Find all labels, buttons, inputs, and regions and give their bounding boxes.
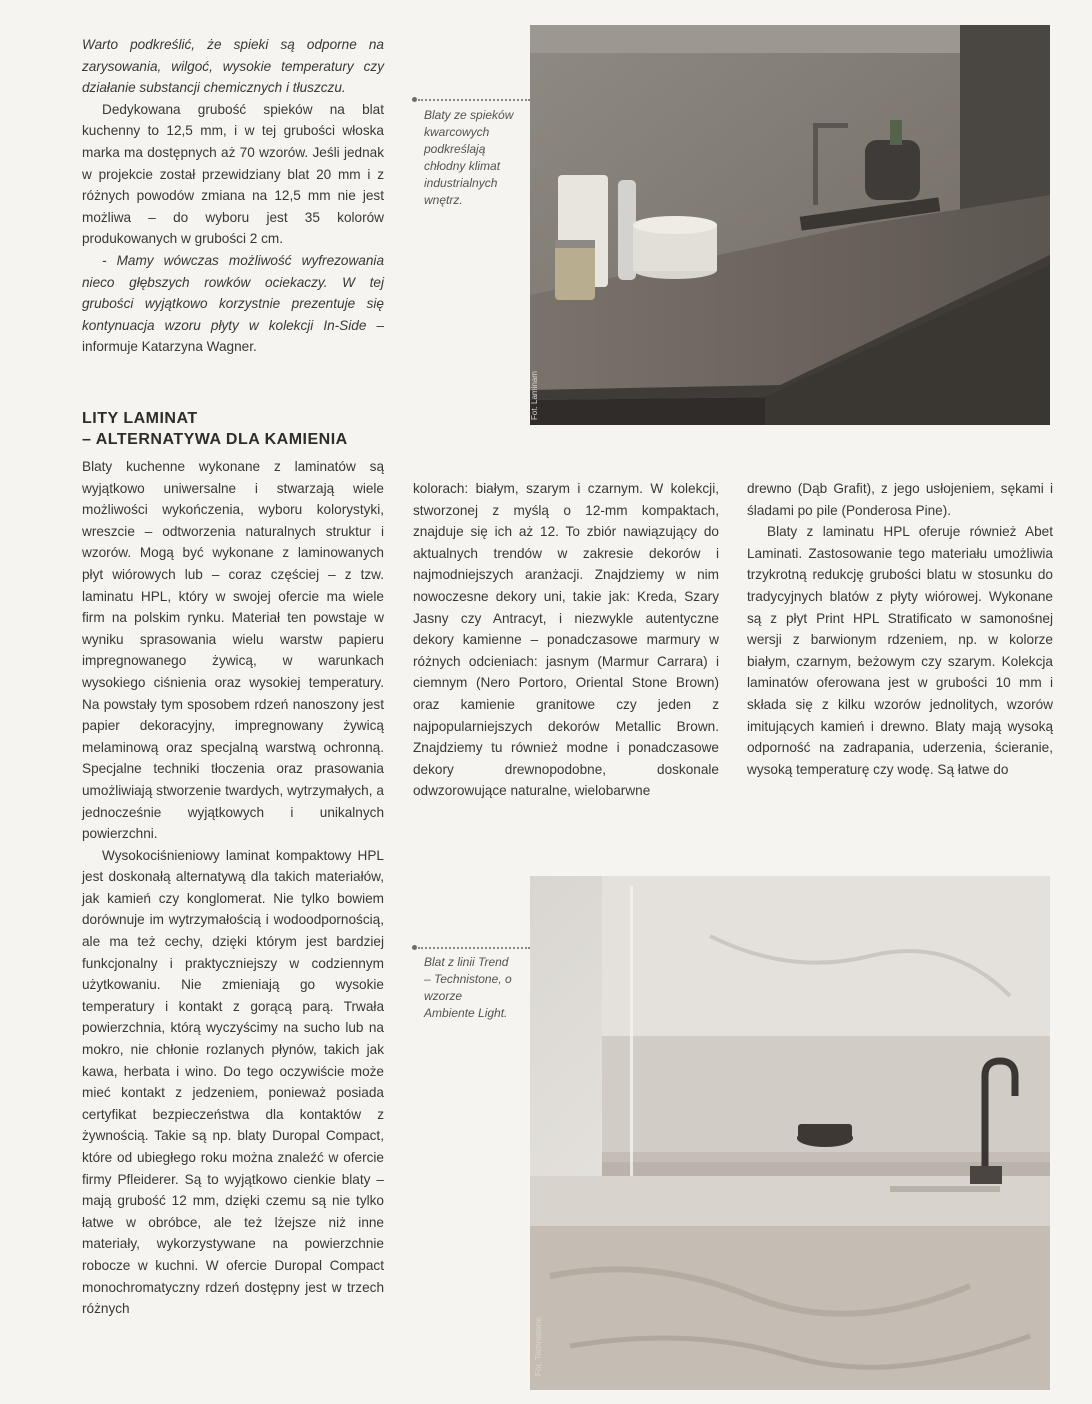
section-column-3-para1: drewno (Dąb Grafit), z jego usłojeniem, sękami i śladami po pile (Ponderosa Pine). (747, 481, 1053, 518)
section-column-2-text: kolorach: białym, szarym i czarnym. W kolekcji, stworzonej z myślą o 12-mm kompaktach, znajduje się ich aż 12. To zbiór nawiązujący do aktualnych trendów w zakresie dekorów i najmodniejszych aranżacji. Znajdziemy w nim nowoczesne dekory uni, takie jak: Kreda, Szary Jasny czy Antracyt, i niezwykle autentyczne dekory kamienne – ponadczasowe marmury w różnych odcieniach: jasnym (Marmur Carrara) i ciemnym (Nero Portoro, Oriental Stone Brown) oraz kamienie granitowe czy jeden z najpopularniejszych dekorów Metallic Brown. Znajdziemy tu również modne i ponadczasowe dekory drewnopodobne, doskonale odwzorowujące naturalne, wielobarwne (413, 481, 719, 799)
caption-pointer-dot-2 (412, 945, 417, 950)
caption-pointer-line-2 (418, 947, 530, 949)
section-column-1 (82, 456, 384, 1320)
section-column-2 (413, 478, 719, 802)
section-column-3 (747, 478, 1053, 780)
section-heading-line2: – ALTERNATYWA DLA KAMIENIA (82, 431, 348, 448)
section-heading (82, 408, 384, 450)
photo-credit-bottom: Fot. Technistone (534, 1317, 543, 1376)
kitchen-photo-top-image (530, 25, 1050, 425)
section-paragraph-2: Wysokociśnieniowy laminat kompaktowy HPL jest doskonałą alternatywą dla takich materiałów, jak kamień czy konglomerat. Nie tylko bowiem dorównuje im wytrzymałością i wodoodpornością, ale ma też cechy, dzięki którym jest bardziej funkcjonalny i praktyczniejszy w codziennym użytkowaniu. Nie zmieniają go wysokie temperatury i kontakt z gorącą parą. Trwała powierzchnia, którą wyczyścimy na sucho lub na mokro, nie chłonie rozlanych płynów, takich jak kawa, herbata i wino. Do tego oczywiście może mieć kontakt z jedzeniem, ponieważ posiada certyfikat bezpieczeństwa dla kontaktów z żywnością. Takie są np. blaty Duropal Compact, które od ubiegłego roku można znaleźć w ofercie firmy Pfleiderer. Są to wyjątkowo cienkie blaty – mają grubość 12 mm, dzięki czemu są nie tylko łatwe w obróbce, ale też lżejsze niż inne materiały, wykorzystywane na powierzchnie robocze w kuchni. W ofercie Duropal Compact monochromatyczny rdzeń dostępny jest w trzech różnych (82, 847, 384, 1317)
caption-pointer-dot (412, 97, 417, 102)
wagner-quote: - Mamy wówczas możliwość wyfrezowania nieco głębszych rowków ociekaczy. W tej grubości wyjątkowo korzystnie prezentuje się kontynuacja wzoru płyty w kolekcji In-Side (82, 252, 384, 333)
intro-block (82, 34, 384, 358)
intro-paragraph: Dedykowana grubość spieków na blat kuchenny to 12,5 mm, i w tej grubości włoska marka ma dostępnych aż 70 wzorów. Jeśli jednak w projekcie został przewidziany blat 20 mm i z różnych powodów zmiana na 12,5 mm nie jest możliwa – do wyboru jest 35 kolorów produkowanych w grubości 2 cm. (82, 101, 384, 247)
section-paragraph-1: Blaty kuchenne wykonane z laminatów są wyjątkowo uniwersalne i stwarzają wiele możliwości wykończenia, wyboru kolorystyki, wreszcie – odtworzenia naturalnych struktur i wzorów. Mogą być wykonane z laminowanych płyt wiórowych lub – coraz częściej – z tzw. laminatu HPL, który w swojej ofercie ma wiele firm na polskim rynku. Materiał ten powstaje w wyniku sprasowania wielu warstw papieru impregnowanego żywicą, w warunkach wysokiego ciśnienia oraz wysokiej temperatury. Na powstały tym sposobem rdzeń nanoszony jest papier dekoracyjny, impregnowany żywicą melaminową oraz specjalną warstwą ochronną. Specjalne techniki tłoczenia oraz prasowania umożliwiają stworzenie twardych, wytrzymałych, a jednocześnie wyjątkowych i unikalnych powierzchni. (82, 459, 384, 842)
kitchen-photo-bottom-image (530, 876, 1050, 1390)
kitchen-photo-top (530, 25, 1050, 425)
kitchen-photo-bottom (530, 876, 1050, 1390)
photo-credit-top: Fot. Laminam (530, 371, 539, 420)
photo-caption-bottom: Blat z linii Trend – Technistone, o wzorze Ambiente Light. (424, 955, 512, 1020)
section-column-3-para2: Blaty z laminatu HPL oferuje również Abet Laminati. Zastosowanie tego materiału umożliwia trzykrotną redukcję grubości blatu w stosunku do tradycyjnych blatów z płyty wiórowej. Wykonane są z płyt Print HPL Stratificato w samonośnej wersji z barwionym rdzeniem, np. w kolorze białym, czarnym, beżowym czy szarym. Kolekcja laminatów oferowana jest w grubości 10 mm i składa się z kilku wzorów jednolitych, wzorów imitujących kamień i drewno. Blaty mają wysoką odporność na zadrapania, uderzenia, ścieranie, wysoką temperaturę czy wodę. Są łatwe do (747, 524, 1053, 777)
wagner-attribution: – informuje Katarzyna Wagner. (82, 317, 385, 355)
intro-quote: Warto podkreślić, że spieki są odporne na zarysowania, wilgoć, wysokie temperatury czy działanie substancji chemicznych i tłuszczu. (82, 37, 384, 96)
photo-caption-top: Blaty ze spieków kwarcowych podkreślają chłodny klimat industrialnych wnętrz. (424, 108, 514, 207)
caption-pointer-line (418, 99, 530, 101)
section-heading-line1: LITY LAMINAT (82, 410, 198, 427)
